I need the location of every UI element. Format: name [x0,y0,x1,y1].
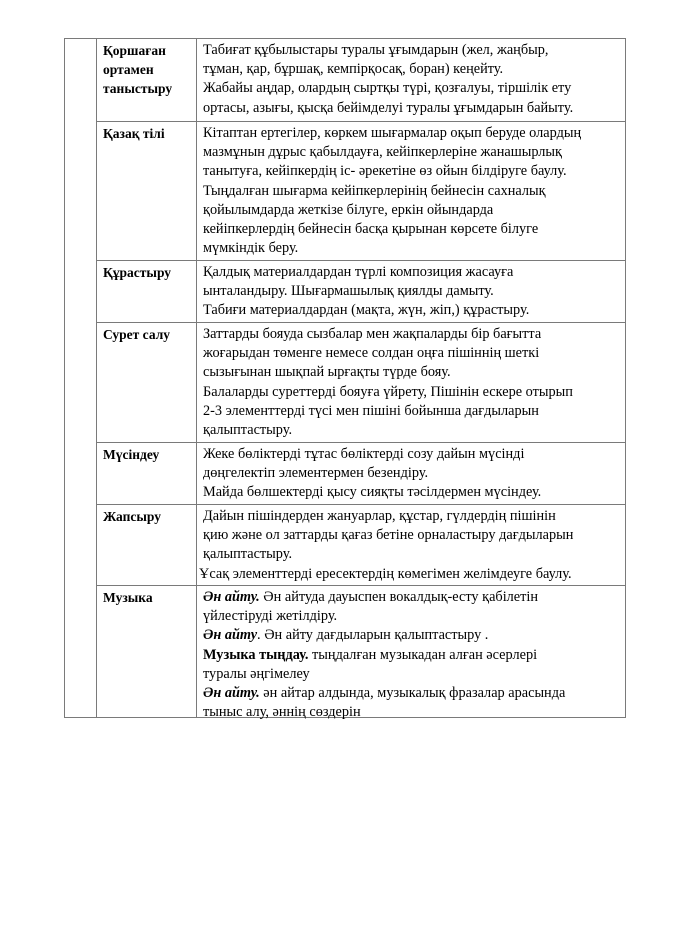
subject-cell [97,323,197,443]
content-text: . Ән айту дағдыларын қалыптастыру . [257,627,489,644]
content-line: Дайын пішіндерден жануарлар, құстар, гүлдердің пішінін [203,508,556,524]
content-line: қалыптастыру. [203,422,293,439]
table-row [65,443,626,505]
content-line [203,665,621,684]
subject-label: Жапсыру [103,509,161,524]
activity-heading: Ән айту. [203,685,260,702]
content-line: ортасы, азығы, қысқа бейімделуі туралы ұғымдарын байыту. [203,99,574,116]
empty-column [65,39,97,718]
content-line [203,703,621,722]
activity-heading: Ән айту. [203,589,260,605]
subject-label: Музыка [103,590,153,605]
content-text: ән айтар алдында, музыкалық фразалар арасында [259,685,566,702]
content-line [203,684,621,703]
subject-label: Қазақ тілі [103,126,165,141]
content-line [203,607,621,626]
subject-label: ортамен [103,62,154,77]
table-row [65,323,626,443]
content-line: Тыңдалған шығарма кейіпкерлерінің бейнесін сахналық [203,182,546,199]
content-cell [197,39,626,122]
table-row [65,39,626,122]
content-line: дөңгелектіп элементермен безендіру. [203,465,429,482]
subject-cell [97,505,197,586]
content-line: Табиғат құбылыстары туралы ұғымдарын (жел, жаңбыр, [203,42,549,58]
activity-heading: Музыка тыңдау. [203,646,309,663]
content-line: сызығынан шықпай ырғақты түрде бояу. [203,364,451,381]
content-text: тыныс алу, әннің сөздерін [203,704,361,721]
content-line [203,646,621,665]
subject-cell [97,261,197,323]
content-line: Жеке бөліктерді тұтас бөліктерді созу дайын мүсінді [203,446,525,462]
content-line: Кітаптан ертегілер, көркем шығармалар оқып беруде олардың [203,125,582,141]
content-line: танытуға, кейіпкердің іс- әрекетіне өз ойын білдіруге баулу. [203,163,567,180]
curriculum-table [64,38,626,721]
content-text: үйлестіруді жетілдіру. [203,608,338,625]
content-line: 2-3 элементтерді түсі мен пішіні бойынша дағдыларын [203,402,539,419]
content-line: мүмкіндік беру. [203,240,299,257]
subject-cell [97,586,197,718]
content-line [203,588,621,607]
content-line: Жабайы аңдар, олардың сыртқы түрі, қозғалуы, тіршілік ету [203,80,572,97]
content-cell [197,122,626,261]
subject-cell [97,39,197,122]
table-row [65,261,626,323]
content-line: ынталандыру. Шығармашылық қиялды дамыту. [203,283,494,300]
content-line: мазмұнын дұрыс қабылдауға, кейіпкерлеріне жанашырлық [203,144,562,161]
content-line: Табиғи материалдардан (мақта, жүн, жіп,) құрастыру. [203,302,530,319]
content-line: Заттарды бояуда сызбалар мен жақпаларды бір бағытта [203,326,542,342]
content-line: қойылымдарда жеткізе білуге, еркін ойындарда [203,201,494,218]
content-line: кейіпкерлердің бейнесін басқа қырынан көрсете білуге [203,221,539,238]
table-row [65,586,626,718]
subject-label: Құрастыру [103,265,172,280]
content-cell [197,505,626,586]
content-line: Қалдық материалдардан түрлі композиция жасауға [203,264,514,280]
table-row [65,505,626,586]
content-line: Балаларды суреттерді бояуға үйрету, Пішінін ескере отырып [203,383,573,400]
subject-label: Сурет салу [103,327,171,342]
subject-label: таныстыру [103,81,173,96]
content-line: қию және ол заттарды қағаз бетіне орналастыру дағдыларын [203,527,574,544]
content-text: Ән айтуда дауыспен вокалдық-есту қабілетін [259,589,539,605]
content-line: Ұсақ элементтерді ересектердің көмегімен желімдеуге баулу. [199,565,572,582]
subject-label: Мүсіндеу [103,447,160,462]
content-line: Майда бөлшектерді қысу сияқты тәсілдермен мүсіндеу. [203,484,542,501]
content-line [203,626,621,645]
subject-cell [97,443,197,505]
content-cell [197,261,626,323]
table-row [65,122,626,261]
subject-cell [97,122,197,261]
content-line: тұман, қар, бұршақ, кемпірқосақ, боран) кеңейту. [203,61,504,78]
activity-heading: Ән айту [203,627,258,644]
content-text: туралы әңгімелеу [203,665,310,682]
content-text: тыңдалған музыкадан алған әсерлері [308,646,538,663]
content-cell [197,443,626,505]
subject-label: Қоршаған [103,43,166,58]
content-cell [197,323,626,443]
content-line: жоғарыдан төменге немесе солдан оңға пішіннің шеткі [203,345,540,362]
content-cell [197,586,626,721]
content-line: қалыптастыру. [203,546,293,563]
